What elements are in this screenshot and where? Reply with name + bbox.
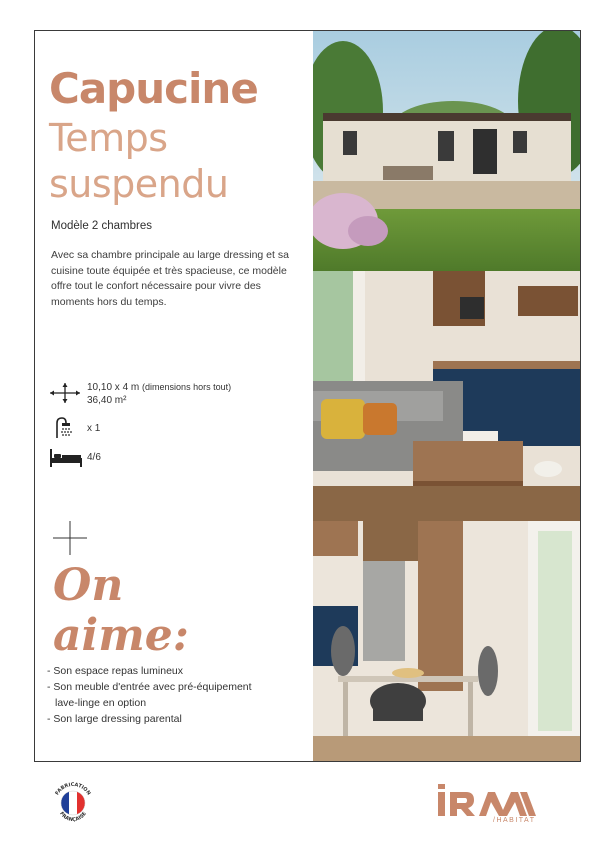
brand-subtitle: /HABITAT	[493, 817, 536, 824]
spec-dimensions	[47, 381, 231, 407]
fabrication-francaise-badge	[50, 780, 96, 826]
dimensions-value: 10,10 x 4 m	[87, 382, 140, 393]
bathrooms-value: x 1	[87, 423, 101, 434]
shower-icon	[47, 416, 87, 440]
text-column	[35, 31, 313, 761]
list-item: - Son espace repas lumineux	[47, 665, 183, 677]
page-subtitle	[49, 115, 309, 207]
badge-text-bottom: FRANÇAISE	[58, 810, 88, 824]
list-item: - Son large dressing parental	[47, 713, 182, 725]
highlights-list	[47, 663, 252, 727]
description-text: Avec sa chambre principale au large dressing et sa cuisine toute équipée et très spacieuse, ce modèle offre tout le confort nécessaire pour vivre des moments hors du temps.	[51, 249, 289, 308]
dimensions-note: (dimensions hors tout)	[142, 382, 232, 392]
on-aime-heading	[53, 561, 189, 661]
brochure-frame	[34, 30, 581, 762]
badge-text-top: FABRICATION	[54, 781, 92, 797]
living-room-photo	[313, 271, 581, 521]
spec-sleeps	[47, 445, 101, 469]
dining-room-photo	[313, 521, 581, 762]
page-title: Capucine	[49, 64, 258, 113]
subtitle-line-1: Temps	[49, 116, 168, 160]
subtitle-line-2: suspendu	[49, 162, 229, 206]
spec-bathrooms	[47, 416, 100, 440]
on-aime-line-1: On	[53, 560, 124, 611]
on-aime-line-2: aime:	[53, 610, 190, 661]
list-item: lave-linge en option	[55, 697, 147, 709]
plus-icon	[53, 521, 87, 555]
bed-icon	[47, 445, 87, 469]
dimensions-text	[87, 381, 231, 407]
exterior-photo	[313, 31, 581, 271]
model-label: Modèle 2 chambres	[51, 220, 152, 232]
list-item: - Son meuble d'entrée avec pré-équipement	[47, 681, 252, 693]
area-value: 36,40 m²	[87, 395, 127, 406]
dimensions-icon	[47, 381, 87, 405]
photo-column	[313, 31, 581, 761]
sleeps-value: 4/6	[87, 452, 101, 463]
